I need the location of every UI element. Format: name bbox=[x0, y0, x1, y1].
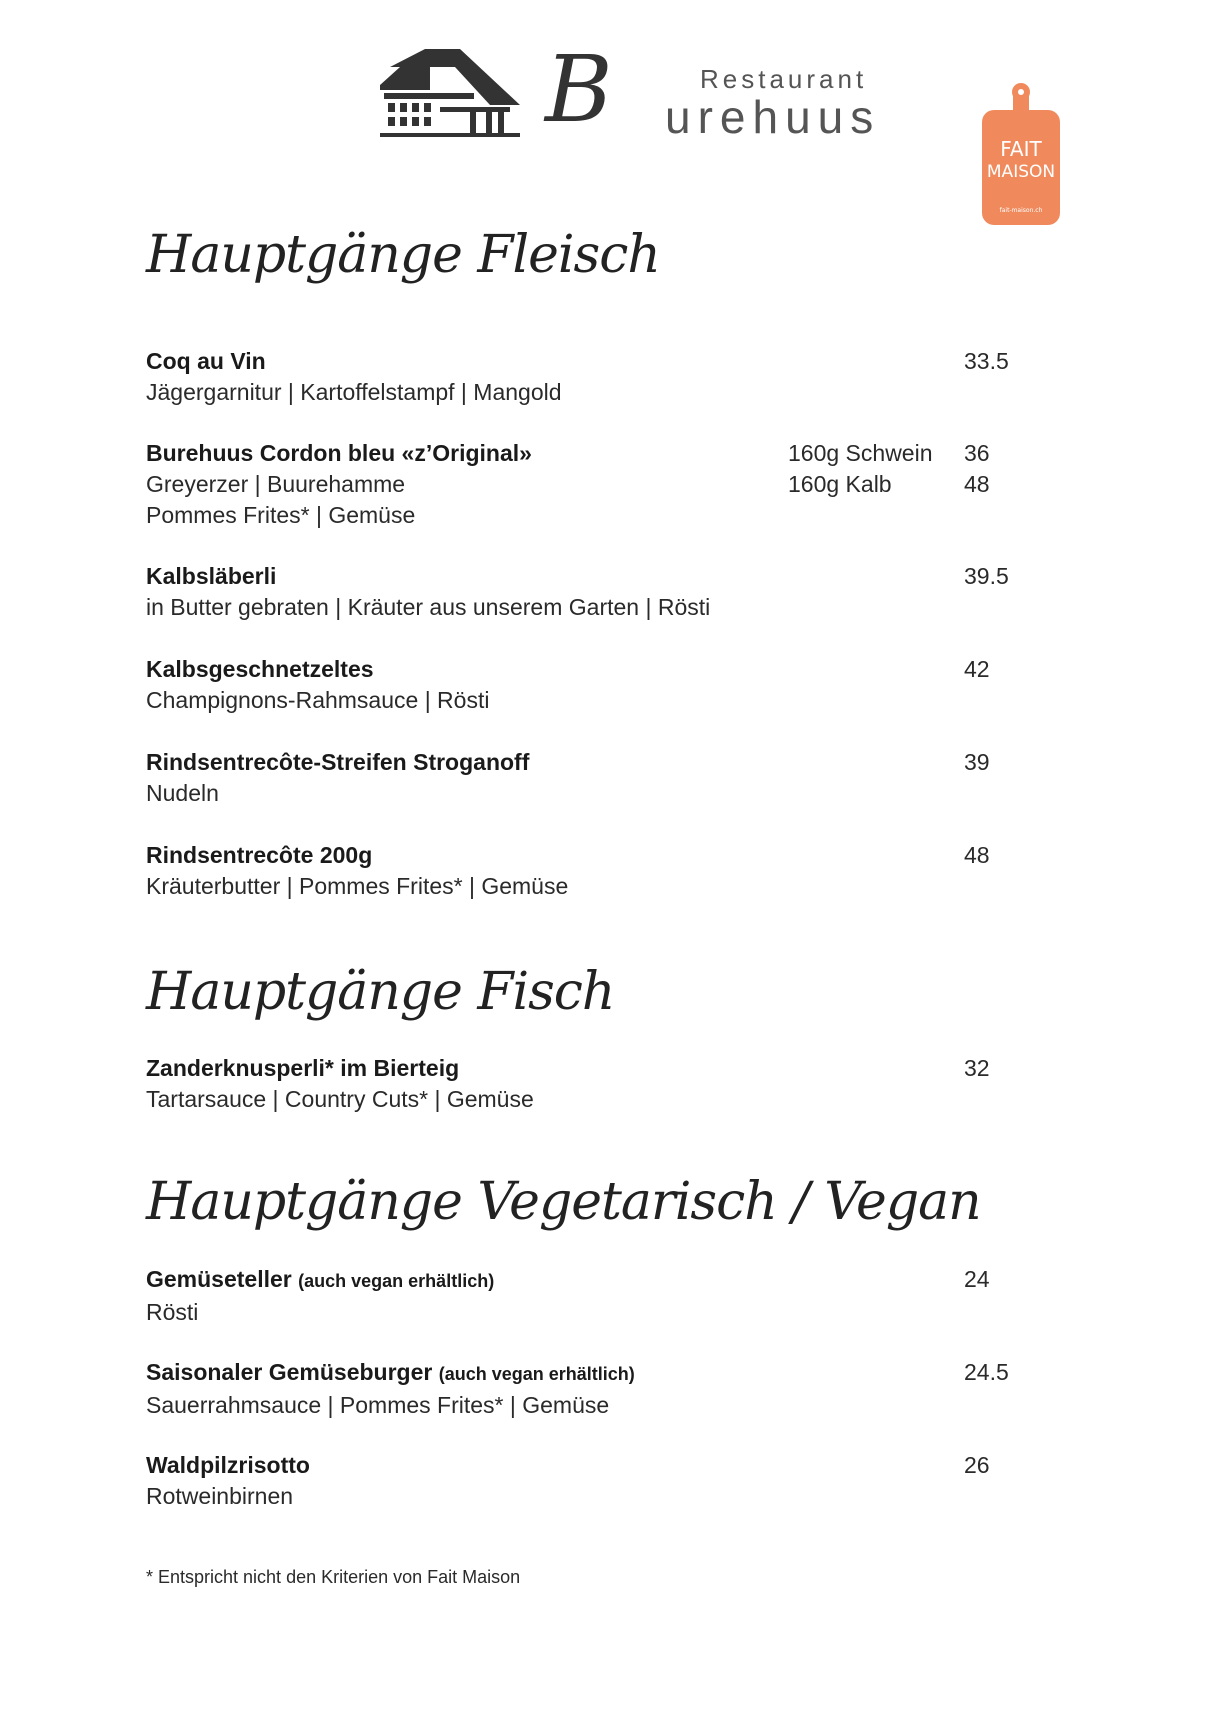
item-price: 39 bbox=[964, 749, 990, 775]
logo-name: urehuus bbox=[665, 91, 881, 143]
item-price: 24.5 bbox=[964, 1359, 1009, 1385]
item-price: 33.5 bbox=[964, 348, 1009, 374]
item-description: Rösti bbox=[146, 1299, 199, 1325]
section-title-meat: Hauptgänge Fleisch bbox=[146, 225, 660, 285]
item-name bbox=[146, 1264, 1026, 1297]
badge-line1: FAIT bbox=[1000, 137, 1042, 161]
item-name: Kalbsgeschnetzeltes bbox=[146, 656, 374, 682]
item-variant-price: 48 bbox=[964, 471, 990, 497]
item-price: 26 bbox=[964, 1452, 990, 1478]
footnote: * Entspricht nicht den Kriterien von Fait Maison bbox=[146, 1567, 521, 1587]
menu-item bbox=[146, 561, 1026, 623]
menu-item bbox=[146, 654, 1026, 716]
section-title-fish: Hauptgänge Fisch bbox=[146, 962, 615, 1022]
menu-item bbox=[146, 1264, 1026, 1328]
item-name-text: Gemüseteller bbox=[146, 1266, 292, 1292]
item-name: Burehuus Cordon bleu «z’Original» bbox=[146, 440, 532, 466]
item-description: Rotweinbirnen bbox=[146, 1483, 294, 1509]
item-note: (auch vegan erhältlich) bbox=[438, 1364, 635, 1384]
menu-item bbox=[146, 346, 1026, 408]
item-variant-price: 36 bbox=[964, 440, 990, 466]
item-variant-label: 160g Kalb bbox=[788, 471, 892, 497]
item-note: (auch vegan erhältlich) bbox=[298, 1271, 495, 1291]
item-description: Jägergarnitur | Kartoffelstampf | Mangold bbox=[146, 379, 562, 405]
item-description: Tartarsauce | Country Cuts* | Gemüse bbox=[146, 1086, 534, 1112]
item-price: 42 bbox=[964, 656, 990, 682]
restaurant-logo bbox=[360, 36, 881, 150]
section-title-veg: Hauptgänge Vegetarisch / Vegan bbox=[146, 1172, 981, 1232]
logo-restaurant-label: Restaurant bbox=[700, 64, 868, 94]
item-name: Coq au Vin bbox=[146, 348, 266, 374]
item-variant-label: 160g Schwein bbox=[788, 440, 933, 466]
menu-item bbox=[146, 1450, 1026, 1512]
item-price: 48 bbox=[964, 842, 990, 868]
menu-item bbox=[146, 438, 1026, 531]
item-description: Greyerzer | Buurehamme bbox=[146, 471, 406, 497]
item-description: in Butter gebraten | Kräuter aus unserem Garten | Rösti bbox=[146, 594, 711, 620]
farmhouse-icon bbox=[370, 45, 525, 145]
item-price: 24 bbox=[964, 1266, 990, 1292]
menu-item bbox=[146, 840, 1026, 902]
fait-maison-badge bbox=[980, 82, 1062, 227]
menu-item bbox=[146, 1357, 1026, 1421]
item-description: Nudeln bbox=[146, 780, 219, 806]
menu-item bbox=[146, 1053, 1026, 1115]
item-price: 32 bbox=[964, 1055, 990, 1081]
logo-script-letter: B bbox=[545, 36, 613, 143]
item-description: Pommes Frites* | Gemüse bbox=[146, 502, 416, 528]
menu-item bbox=[146, 747, 1026, 809]
item-name: Kalbsläberli bbox=[146, 563, 277, 589]
item-description: Champignons-Rahmsauce | Rösti bbox=[146, 687, 490, 713]
badge-line2: MAISON bbox=[986, 162, 1056, 182]
item-name: Zanderknusperli* im Bierteig bbox=[146, 1055, 460, 1081]
item-description: Sauerrahmsauce | Pommes Frites* | Gemüse bbox=[146, 1392, 610, 1418]
item-name-text: Saisonaler Gemüseburger bbox=[146, 1359, 433, 1385]
item-description: Kräuterbutter | Pommes Frites* | Gemüse bbox=[146, 873, 569, 899]
item-name bbox=[146, 1357, 1026, 1390]
item-name: Rindsentrecôte-Streifen Stroganoff bbox=[146, 749, 530, 775]
item-name: Waldpilzrisotto bbox=[146, 1452, 310, 1478]
badge-url: fait-maison.ch bbox=[999, 207, 1043, 214]
item-name: Rindsentrecôte 200g bbox=[146, 842, 373, 868]
item-price: 39.5 bbox=[964, 563, 1009, 589]
